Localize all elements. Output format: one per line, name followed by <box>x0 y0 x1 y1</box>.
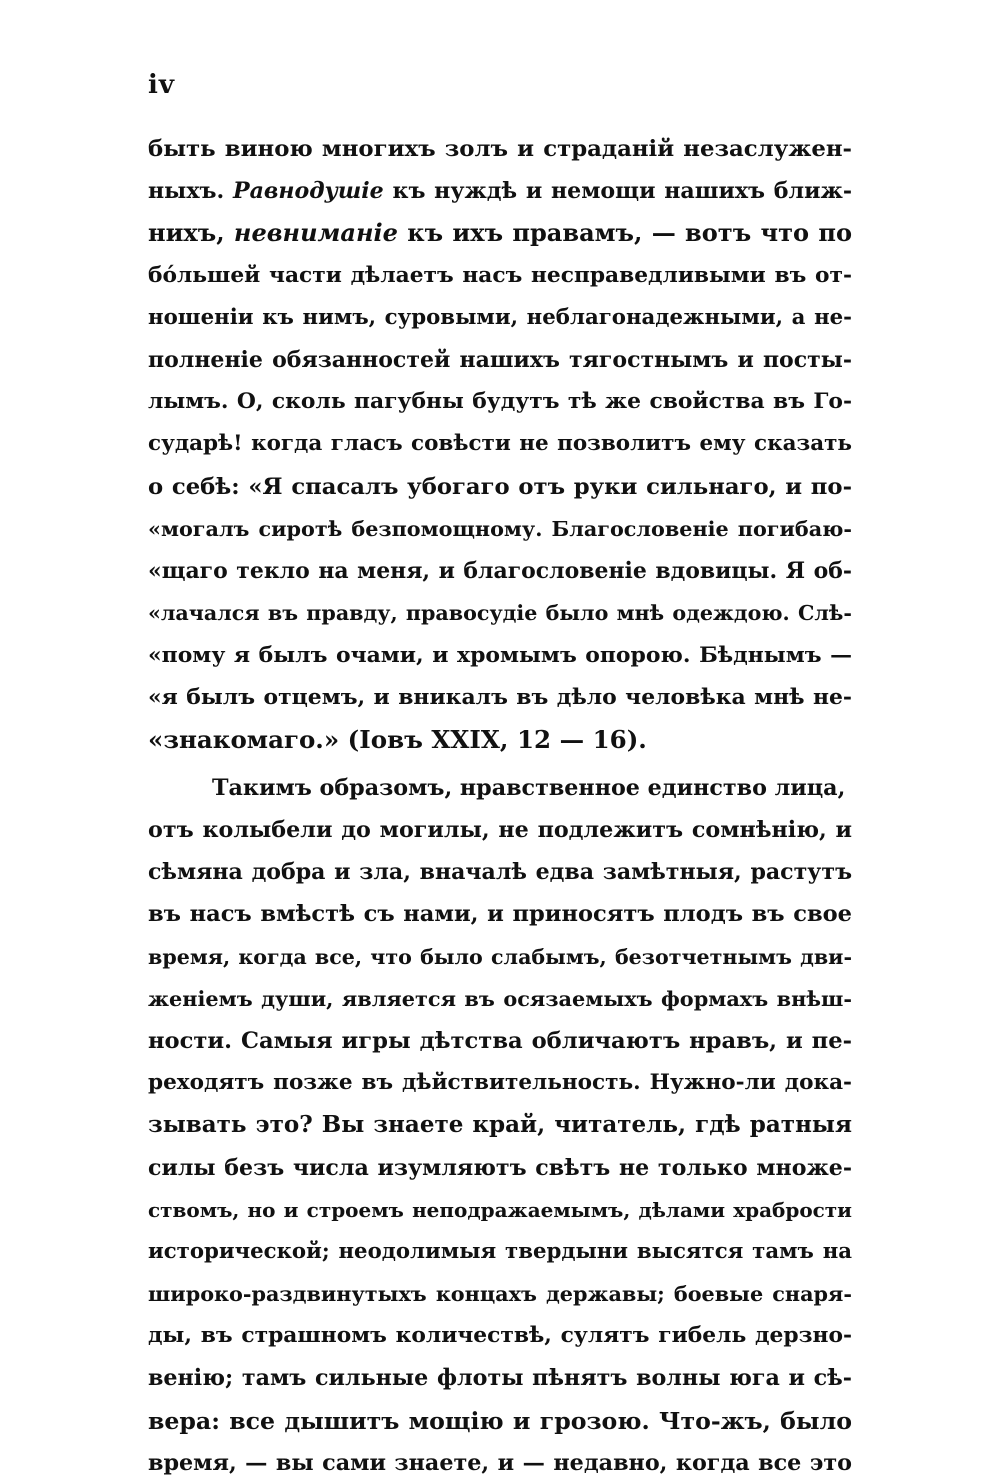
text-line: исторической; неодолимыя твердыни высятся тамъ на <box>148 1238 852 1264</box>
text-run: «лачался въ правду, правосудіе было мнѣ одеждою. Слѣ- <box>148 601 852 626</box>
text-run: бóльшей части дѣлаетъ насъ несправедливыми въ от- <box>148 262 852 288</box>
text-line: вера: все дышитъ мощію и грозою. Что-жъ, было <box>148 1406 852 1435</box>
text-line <box>148 381 852 423</box>
text-run: къ нуждѣ и немощи нашихъ ближ- <box>383 178 852 205</box>
emphasis-word: невниманіе <box>233 218 398 248</box>
text-line <box>148 719 852 761</box>
text-line <box>148 592 852 634</box>
text-line: отъ колыбели до могилы, не подлежитъ сомнѣнію, и <box>148 817 852 843</box>
text-run: «могалъ сиротѣ безпомощному. Благословеніе погибаю- <box>148 516 852 541</box>
text-line <box>148 297 852 339</box>
paragraph-main <box>148 767 852 1484</box>
text-run: «я былъ отцемъ, и вникалъ въ дѣло человѣка мнѣ не- <box>148 684 852 711</box>
page-number: iv <box>148 70 175 100</box>
text-run: «знакомаго.» (Іовъ XXIX, 12 — 16). <box>148 724 647 754</box>
text-run: сударѣ! когда гласъ совѣсти не позволитъ ему сказать <box>148 431 852 457</box>
text-run: быть виною многихъ золъ и страданій незаслужен- <box>148 136 852 162</box>
text-line <box>148 212 852 254</box>
text-line: ствомъ, но и строемъ неподражаемымъ, дѣлами храбрости <box>148 1197 852 1222</box>
text-line: въ насъ вмѣстѣ съ нами, и приносятъ плодъ въ свое <box>148 901 852 928</box>
text-line: силы безъ числа изумляютъ свѣтъ не только множе- <box>148 1154 852 1181</box>
text-line: ды, въ страшномъ количествѣ, сулятъ гибель дерзно- <box>148 1323 852 1349</box>
text-run: къ ихъ правамъ, — вотъ что по <box>397 218 852 248</box>
text-run: лымъ. О, сколь пагубны будутъ тѣ же свойства въ Го- <box>148 389 852 415</box>
text-run: «пому я былъ очами, и хромымъ опорою. Бѣднымъ — <box>148 642 852 669</box>
text-run: о себѣ: «Я спасалъ убогаго отъ руки сильнаго, и по- <box>148 473 852 500</box>
text-run: нихъ, <box>148 218 234 248</box>
emphasis-word: Равнодушіе <box>232 178 384 205</box>
text-line <box>148 170 852 212</box>
text-line <box>148 466 852 508</box>
text-line: женіемъ души, является въ осязаемыхъ формахъ внѣш- <box>148 985 852 1011</box>
text-line: зывать это? Вы знаете край, читатель, гдѣ ратныя <box>148 1111 852 1139</box>
text-line <box>148 339 852 381</box>
text-run: ныхъ. <box>148 178 233 205</box>
page-body <box>148 128 852 1484</box>
text-run: полненіе обязанностей нашихъ тягостнымъ и посты- <box>148 346 852 373</box>
text-line <box>148 255 852 297</box>
text-line <box>148 423 852 465</box>
text-run: «щаго текло на меня, и благословеніе вдовицы. Я об- <box>148 557 852 584</box>
text-line: венію; тамъ сильные флоты пѣнятъ волны юга и сѣ- <box>148 1365 852 1392</box>
text-line: сѣмяна добра и зла, вначалѣ едва замѣтныя, растутъ <box>148 859 852 886</box>
text-line: реходятъ позже въ дѣйствительность. Нужно-ли дока- <box>148 1070 852 1096</box>
text-line <box>148 676 852 718</box>
text-line: Такимъ образомъ, нравственное единство лица, <box>212 774 846 801</box>
paragraph-quote <box>148 128 852 761</box>
text-run: ношеніи къ нимъ, суровыми, неблагонадежными, а не- <box>148 304 852 330</box>
text-line <box>148 128 852 170</box>
text-line: ности. Самыя игры дѣтства обличаютъ нравъ, и пе- <box>148 1027 852 1054</box>
text-line <box>148 550 852 592</box>
text-line: время, — вы сами знаете, и — недавно, когда все это <box>148 1449 852 1476</box>
text-line: широко-раздвинутыхъ концахъ державы; боевые снаря- <box>148 1282 852 1307</box>
text-line <box>148 634 852 676</box>
text-line <box>148 508 852 550</box>
text-line: время, когда все, что было слабымъ, безотчетнымъ дви- <box>148 944 852 969</box>
